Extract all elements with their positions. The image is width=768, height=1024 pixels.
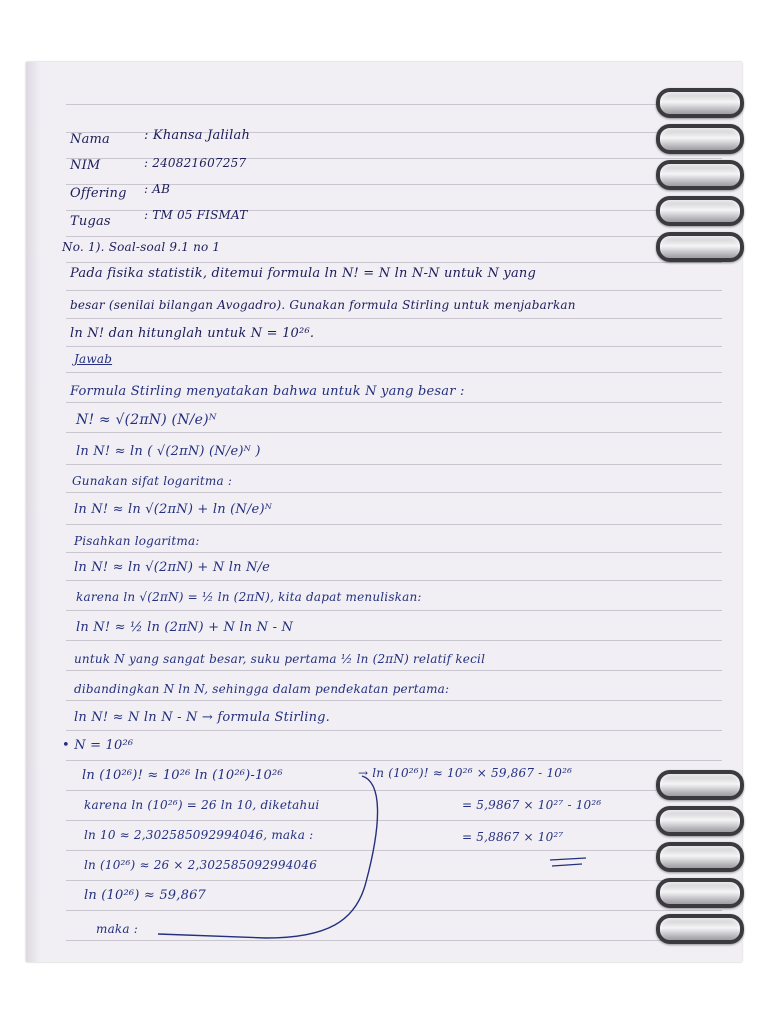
nama-value: : Khansa Jalilah [144,128,251,143]
answer-line-6: Pisahkan logaritma: [74,534,200,548]
answer-line-15: karena ln (10²⁶) = 26 ln 10, diketahui [84,798,320,812]
answer-line-4: Gunakan sifat logaritma : [72,474,233,488]
spiral-binding-bottom [658,770,744,960]
answer-line-8: karena ln √(2πN) = ½ ln (2πN), kita dapat menuliskan: [76,590,422,604]
binding-ring [656,878,744,908]
answer-line-13: • N = 10²⁶ [62,738,134,753]
problem-line-3: ln N! dan hitunglah untuk N = 10²⁶. [70,326,315,341]
result-line-1: → ln (10²⁶)! ≈ 10²⁶ × 59,867 - 10²⁶ [358,766,573,780]
notebook-page [26,62,742,962]
binding-ring [656,232,744,262]
connecting-arrow [26,62,742,962]
binding-ring [656,196,744,226]
offering-value: : AB [144,182,171,196]
answer-line-14: ln (10²⁶)! ≈ 10²⁶ ln (10²⁶)-10²⁶ [82,768,283,783]
result-line-2: = 5,9867 × 10²⁷ - 10²⁶ [462,798,602,812]
answer-line-9: ln N! ≈ ½ ln (2πN) + N ln N - N [76,620,294,635]
binding-ring [656,914,744,944]
answer-line-10: untuk N yang sangat besar, suku pertama ½ ln (2πN) relatif kecil [74,652,486,666]
answer-line-16: ln 10 ≈ 2,302585092994046, maka : [84,828,314,842]
binding-ring [656,124,744,154]
binding-ring [656,806,744,836]
answer-line-18: ln (10²⁶) ≈ 59,867 [84,888,207,903]
binding-ring [656,88,744,118]
binding-ring [656,770,744,800]
answer-line-17: ln (10²⁶) ≈ 26 × 2,302585092994046 [84,858,318,872]
answer-line-2: N! ≈ √(2πN) (N/e)ᴺ [76,412,217,428]
binding-ring [656,842,744,872]
offering-label: Offering [70,186,127,201]
tugas-label: Tugas [70,214,111,229]
result-line-3: = 5,8867 × 10²⁷ [462,830,564,844]
answer-line-12: ln N! ≈ N ln N - N → formula Stirling. [74,710,330,725]
problem-line-2: besar (senilai bilangan Avogadro). Gunakan formula Stirling untuk menjabarkan [70,298,576,312]
answer-line-7: ln N! ≈ ln √(2πN) + N ln N/e [74,560,271,575]
problem-number: No. 1). Soal-soal 9.1 no 1 [62,240,221,254]
nim-label: NIM [70,158,101,173]
nama-label: Nama [70,132,111,147]
tugas-value: : TM 05 FISMAT [144,208,248,222]
answer-line-11: dibandingkan N ln N, sehingga dalam pendekatan pertama: [74,682,450,696]
answer-line-5: ln N! ≈ ln √(2πN) + ln (N/e)ᴺ [74,502,273,517]
jawab-heading: Jawab [74,352,113,366]
problem-line-1: Pada fisika statistik, ditemui formula ln N! = N ln N-N untuk N yang [70,266,536,281]
answer-line-19: maka : [96,922,139,936]
answer-line-1: Formula Stirling menyatakan bahwa untuk N yang besar : [70,384,465,399]
spiral-binding-top [658,88,744,268]
binding-ring [656,160,744,190]
nim-value: : 240821607257 [144,156,247,170]
answer-line-3: ln N! ≈ ln ( √(2πN) (N/e)ᴺ ) [76,444,261,459]
